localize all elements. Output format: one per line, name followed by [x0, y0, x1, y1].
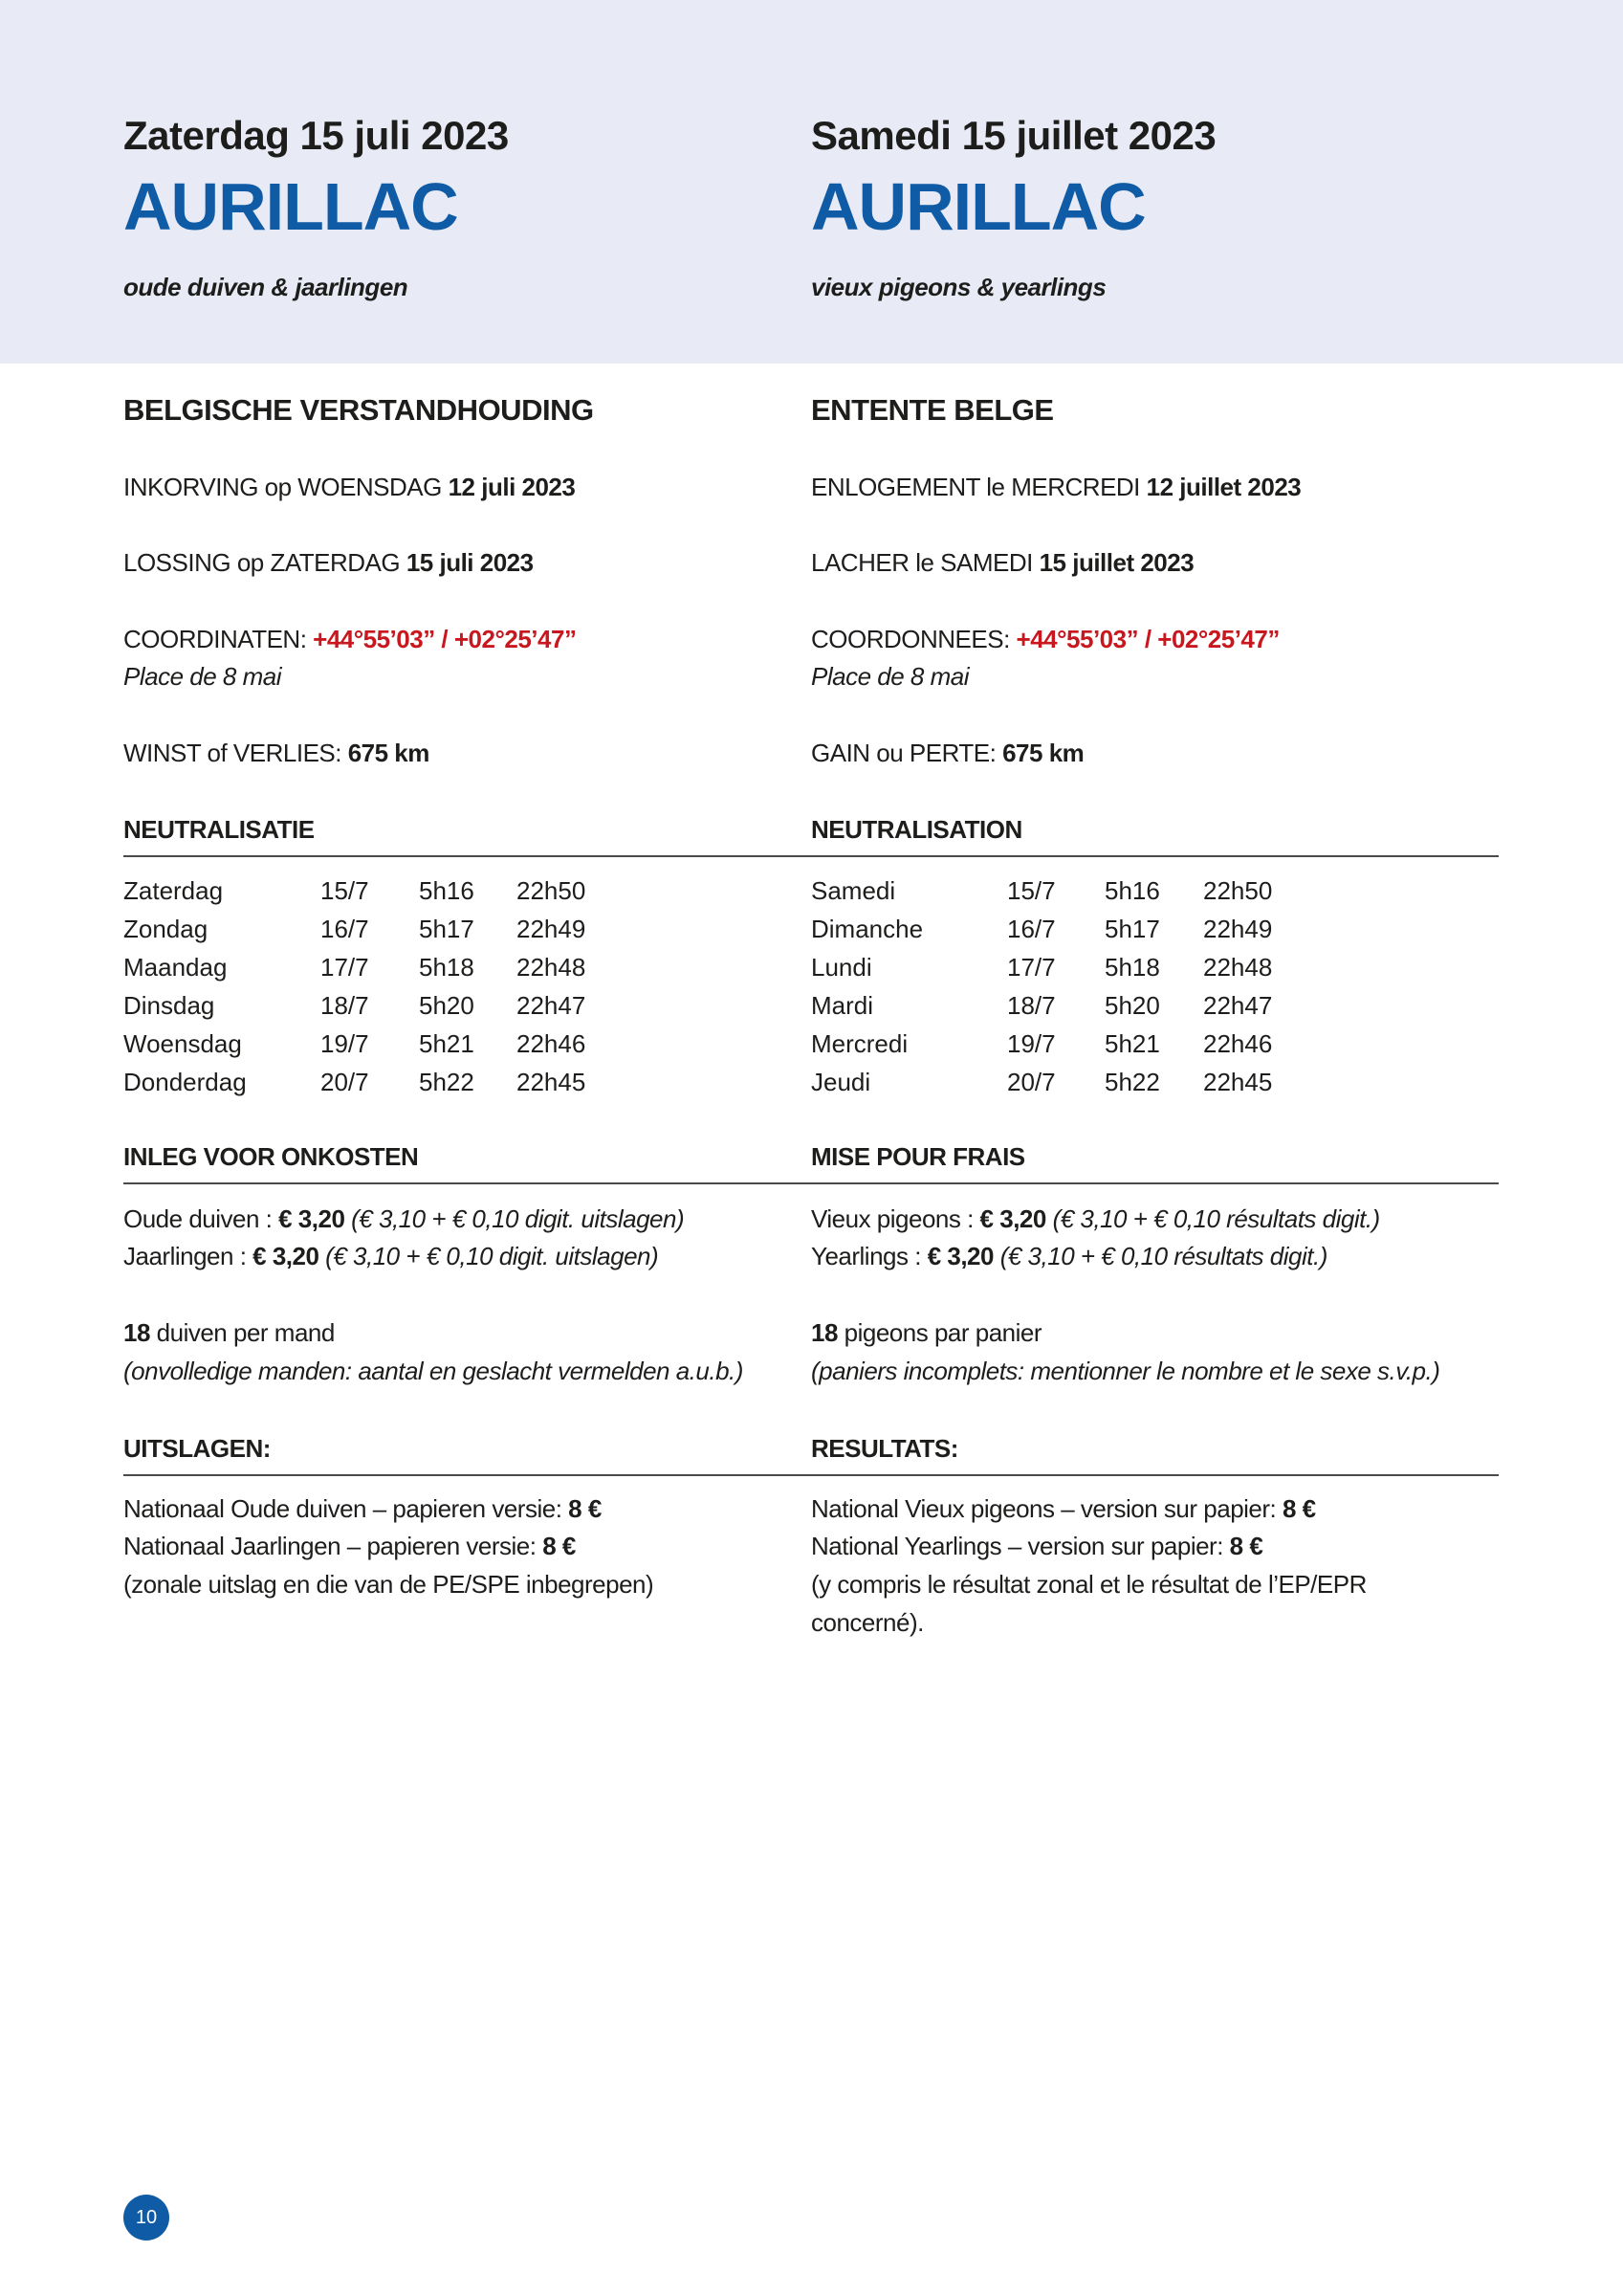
- result-label: National Yearlings – version sur papier:: [811, 1532, 1230, 1560]
- fee-note: (€ 3,10 + € 0,10 digit. uitslagen): [318, 1242, 659, 1270]
- basketing-label: INKORVING op WOENSDAG: [123, 473, 449, 501]
- section-divider: [809, 1474, 1499, 1476]
- neutralisation-start: 5h20: [1105, 991, 1160, 1020]
- basket-text: duiven per mand: [149, 1318, 335, 1347]
- neutralisation-day: Donderdag: [123, 1068, 247, 1096]
- result-old-line: [811, 1494, 1316, 1524]
- section-divider: [123, 1182, 812, 1184]
- result-price: 8 €: [542, 1532, 576, 1560]
- neutralisation-day: Dinsdag: [123, 991, 215, 1020]
- race-city: AURILLAC: [123, 169, 458, 244]
- result-label: Nationaal Jaarlingen – papieren versie:: [123, 1532, 543, 1560]
- neutralisation-start: 5h20: [419, 991, 474, 1020]
- date-title: Zaterdag 15 juli 2023: [123, 113, 509, 158]
- basket-line: [811, 1318, 1042, 1348]
- distance-line: [811, 739, 1084, 768]
- results-title: UITSLAGEN:: [123, 1434, 271, 1463]
- neutralisation-day: Zondag: [123, 915, 208, 943]
- neutralisation-start: 5h18: [419, 953, 474, 982]
- neutralisation-day: Mardi: [811, 991, 874, 1020]
- neutralisation-row: [123, 876, 793, 915]
- neutralisation-end: 22h47: [1203, 991, 1273, 1020]
- neutralisation-row: [811, 953, 1480, 991]
- neutralisation-row: [123, 1029, 793, 1068]
- neutralisation-day: Lundi: [811, 953, 872, 982]
- neutralisation-row: [811, 991, 1480, 1029]
- neutralisation-end: 22h46: [1203, 1029, 1273, 1058]
- fee-old-line: [811, 1204, 1380, 1234]
- neutralisation-end: 22h49: [1203, 915, 1273, 943]
- neutralisation-row: [123, 953, 793, 991]
- release-label: LACHER le SAMEDI: [811, 548, 1040, 577]
- neutralisation-end: 22h46: [516, 1029, 586, 1058]
- fee-young-line: [811, 1242, 1327, 1271]
- fee-label: Yearlings :: [811, 1242, 928, 1270]
- neutralisation-row: [811, 876, 1480, 915]
- neutralisation-end: 22h50: [1203, 876, 1273, 905]
- neutralisation-start: 5h21: [419, 1029, 474, 1058]
- neutralisation-start: 5h17: [1105, 915, 1160, 943]
- neutralisation-day: Samedi: [811, 876, 896, 905]
- neutralisation-start: 5h22: [419, 1068, 474, 1096]
- neutralisation-date: 19/7: [1007, 1029, 1056, 1058]
- basketing-label: ENLOGEMENT le MERCREDI: [811, 473, 1147, 501]
- basketing-line: [123, 473, 575, 502]
- result-old-line: [123, 1494, 602, 1524]
- release-place: Place de 8 mai: [123, 662, 281, 691]
- neutralisation-date: 15/7: [320, 876, 369, 905]
- basket-note: (paniers incomplets: mentionner le nombre et le sexe s.v.p.): [811, 1357, 1440, 1385]
- neutralisation-day: Dimanche: [811, 915, 924, 943]
- neutralisation-day: Jeudi: [811, 1068, 871, 1096]
- fees-title: INLEG VOOR ONKOSTEN: [123, 1142, 419, 1171]
- fee-label: Oude duiven :: [123, 1204, 279, 1233]
- result-label: Nationaal Oude duiven – papieren versie:: [123, 1494, 569, 1523]
- neutralisation-day: Maandag: [123, 953, 228, 982]
- neutralisation-title: NEUTRALISATIE: [123, 815, 315, 844]
- fee-note: (€ 3,10 + € 0,10 digit. uitslagen): [344, 1204, 685, 1233]
- result-label: National Vieux pigeons – version sur papier:: [811, 1494, 1283, 1523]
- result-price: 8 €: [1283, 1494, 1316, 1523]
- section-divider: [123, 1474, 812, 1476]
- neutralisation-row: [811, 915, 1480, 953]
- neutralisation-date: 18/7: [320, 991, 369, 1020]
- basket-count: 18: [123, 1318, 150, 1347]
- fee-note: (€ 3,10 + € 0,10 résultats digit.): [993, 1242, 1327, 1270]
- neutralisation-start: 5h22: [1105, 1068, 1160, 1096]
- fee-value: € 3,20: [278, 1204, 345, 1233]
- neutralisation-end: 22h48: [516, 953, 586, 982]
- basket-count: 18: [811, 1318, 838, 1347]
- neutralisation-date: 16/7: [1007, 915, 1056, 943]
- results-note-continued: concerné).: [811, 1608, 924, 1637]
- neutralisation-start: 5h21: [1105, 1029, 1160, 1058]
- distance-value: 675 km: [347, 739, 429, 767]
- coordinates-label: COORDINATEN:: [123, 625, 314, 653]
- neutralisation-start: 5h16: [1105, 876, 1160, 905]
- coordinates-label: COORDONNEES:: [811, 625, 1017, 653]
- neutralisation-start: 5h16: [419, 876, 474, 905]
- neutralisation-end: 22h45: [1203, 1068, 1273, 1096]
- distance-label: WINST of VERLIES:: [123, 739, 348, 767]
- neutralisation-end: 22h48: [1203, 953, 1273, 982]
- results-note: (y compris le résultat zonal et le résultat de l’EP/EPR: [811, 1570, 1367, 1599]
- release-line: [123, 548, 534, 578]
- neutralisation-end: 22h45: [516, 1068, 586, 1096]
- distance-value: 675 km: [1002, 739, 1085, 767]
- neutralisation-title: NEUTRALISATION: [811, 815, 1022, 844]
- result-price: 8 €: [568, 1494, 602, 1523]
- fee-label: Jaarlingen :: [123, 1242, 253, 1270]
- neutralisation-date: 18/7: [1007, 991, 1056, 1020]
- fee-young-line: [123, 1242, 658, 1271]
- neutralisation-end: 22h47: [516, 991, 586, 1020]
- neutralisation-date: 20/7: [1007, 1068, 1056, 1096]
- neutralisation-start: 5h17: [419, 915, 474, 943]
- release-date: 15 juli 2023: [406, 548, 534, 577]
- neutralisation-date: 15/7: [1007, 876, 1056, 905]
- coordinates-value: +44°55’03” / +02°25’47”: [313, 625, 577, 653]
- release-label: LOSSING op ZATERDAG: [123, 548, 406, 577]
- race-category: oude duiven & jaarlingen: [123, 273, 408, 301]
- fees-title: MISE POUR FRAIS: [811, 1142, 1025, 1171]
- neutralisation-date: 19/7: [320, 1029, 369, 1058]
- neutralisation-date: 17/7: [320, 953, 369, 982]
- basket-text: pigeons par panier: [837, 1318, 1042, 1347]
- basket-note: (onvolledige manden: aantal en geslacht vermelden a.u.b.): [123, 1357, 743, 1385]
- results-note: (zonale uitslag en die van de PE/SPE inbegrepen): [123, 1570, 654, 1599]
- organisation-title: ENTENTE BELGE: [811, 393, 1054, 427]
- coordinates-line: [811, 625, 1280, 654]
- neutralisation-row: [811, 1068, 1480, 1106]
- fee-value: € 3,20: [252, 1242, 319, 1270]
- distance-line: [123, 739, 429, 768]
- coordinates-line: [123, 625, 576, 654]
- fee-old-line: [123, 1204, 684, 1234]
- neutralisation-date: 16/7: [320, 915, 369, 943]
- section-divider: [809, 855, 1499, 857]
- section-divider: [809, 1182, 1499, 1184]
- basketing-date: 12 juillet 2023: [1146, 473, 1302, 501]
- result-price: 8 €: [1229, 1532, 1263, 1560]
- fee-note: (€ 3,10 + € 0,10 résultats digit.): [1045, 1204, 1380, 1233]
- basketing-line: [811, 473, 1301, 502]
- distance-label: GAIN ou PERTE:: [811, 739, 1003, 767]
- neutralisation-start: 5h18: [1105, 953, 1160, 982]
- neutralisation-date: 20/7: [320, 1068, 369, 1096]
- fee-label: Vieux pigeons :: [811, 1204, 980, 1233]
- neutralisation-row: [123, 991, 793, 1029]
- neutralisation-end: 22h49: [516, 915, 586, 943]
- results-title: RESULTATS:: [811, 1434, 958, 1463]
- coordinates-value: +44°55’03” / +02°25’47”: [1016, 625, 1280, 653]
- neutralisation-row: [811, 1029, 1480, 1068]
- basketing-date: 12 juli 2023: [448, 473, 576, 501]
- release-line: [811, 548, 1194, 578]
- basket-line: [123, 1318, 335, 1348]
- release-date: 15 juillet 2023: [1039, 548, 1195, 577]
- page-number-badge: 10: [123, 2195, 169, 2241]
- section-divider: [123, 855, 812, 857]
- race-city: AURILLAC: [811, 169, 1146, 244]
- neutralisation-row: [123, 1068, 793, 1106]
- release-place: Place de 8 mai: [811, 662, 969, 691]
- fee-value: € 3,20: [927, 1242, 994, 1270]
- neutralisation-row: [123, 915, 793, 953]
- result-young-line: [811, 1532, 1262, 1561]
- organisation-title: BELGISCHE VERSTANDHOUDING: [123, 393, 594, 427]
- result-young-line: [123, 1532, 576, 1561]
- fee-value: € 3,20: [979, 1204, 1046, 1233]
- neutralisation-day: Zaterdag: [123, 876, 224, 905]
- date-title: Samedi 15 juillet 2023: [811, 113, 1217, 158]
- neutralisation-date: 17/7: [1007, 953, 1056, 982]
- neutralisation-day: Woensdag: [123, 1029, 242, 1058]
- race-category: vieux pigeons & yearlings: [811, 273, 1107, 301]
- neutralisation-end: 22h50: [516, 876, 586, 905]
- neutralisation-day: Mercredi: [811, 1029, 909, 1058]
